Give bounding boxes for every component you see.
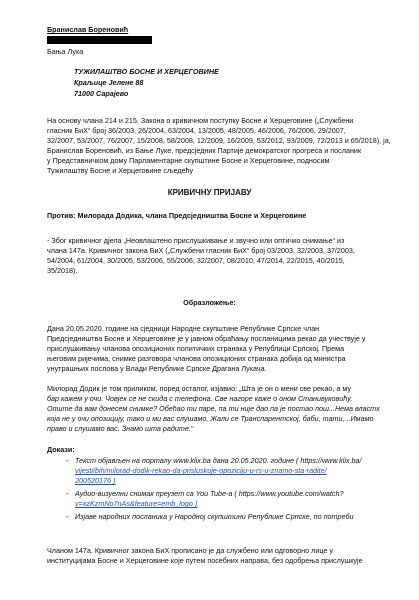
paragraph-line: бар кажем у очи. Човјек се не скида с телефона. Све нагоре каже о оном Станивуковићу. bbox=[47, 394, 353, 403]
sender-city: Бања Лука bbox=[47, 47, 84, 56]
paragraph-line: прислушкивању чланова опозиционих политичких странака у Републици Српској. Према bbox=[47, 344, 345, 353]
redaction-bar bbox=[47, 36, 152, 44]
document-heading: КРИВИЧНУ ПРИЈАВУ bbox=[167, 188, 252, 197]
charge-line: члана 147а. Кривичног закона БиХ („Службени гласник БиХ“ број 03/2003, 32/2003, 37/2003, bbox=[47, 246, 355, 255]
recipient-line-3: 71000 Сарајево bbox=[74, 89, 129, 98]
paragraph-line: Предсједништва Босне и Херцеговине је у јавном обраћању посланицима рекао да учествује у bbox=[47, 334, 366, 343]
against-line: Против: Милорада Додика, члана Предсједништва Босне и Херцеговине bbox=[47, 211, 307, 220]
intro-line: у Представничком дому Парламентарне скупштине Босне и Херцеговине, подносим bbox=[47, 156, 330, 165]
paragraph-line: Чланом 147а. Кривичног закона БиХ прописано је да службено или одговорно лице у bbox=[47, 546, 333, 555]
evidence-line: Изјаве народних посланика у Народној скупштини Републике Српске, по потреби bbox=[75, 512, 354, 521]
evidence-line: Аудио-визуелни снимак преузет са You Tube-a ( https://www.youtube.com/watch? bbox=[75, 489, 344, 498]
evidence-link[interactable]: vijesti/bih/milorad-dodik-rekao-da-prisluskuje-opoziciju-u-rs-u-znamo-sta-radite/ bbox=[75, 466, 327, 475]
evidence-link[interactable]: 200520176 ) bbox=[75, 476, 116, 485]
paragraph-line: његовим ријечима, снимке разговора чланова опозиционих странака добија од министра bbox=[47, 354, 346, 363]
intro-line: Бранислав Бореновић, из Бање Луке, предсједник Партије демократског прогреса и посланик bbox=[47, 146, 362, 155]
charge-line: 35/2018). bbox=[47, 266, 78, 275]
paragraph-line: институцијама Босне и Херцеговине које путем посебних направа, без одобрења прислушкује bbox=[47, 556, 363, 565]
intro-line: гласник БиХ“ број 36/2003, 26/2004, 63/2004, 13/2005, 48/2005, 46/2006, 76/2006, 29/2007, bbox=[47, 126, 346, 135]
bullet-dash: - bbox=[66, 456, 69, 465]
charge-line: - Због кривичног дјела „Неовлаштено прислушкивање и звучно или оптичко снимање“ из bbox=[47, 236, 345, 245]
evidence-line: Текст објављен на порталу www.klix.ba дана 20.05.2020. године ( https://www.klix.ba/ bbox=[75, 456, 362, 465]
evidence-link[interactable]: v=xzKzmNo7nAs&feature=emb_logo ) bbox=[75, 499, 198, 508]
bullet-dash: - bbox=[66, 512, 69, 521]
paragraph-line: Дана 20.05.2020. године на сједници Народне скупштине Републике Српске члан bbox=[47, 324, 320, 333]
paragraph-line: унутрашњих послова у Влади Републике Српске Драгана Лукача. bbox=[47, 364, 267, 373]
recipient-line-1: ТУЖИЛАШТВО БОСНЕ И ХЕРЦЕГОВИНЕ bbox=[74, 67, 219, 76]
recipient-line-2: Краљице Јелене 88 bbox=[74, 78, 144, 87]
intro-line: 32/2007, 53/2007, 76/2007, 15/2008, 58/2008, 12/2009, 16/2009, 53/2012, 93/2009, 72/2013 и 65/2018), ја, bbox=[47, 136, 391, 145]
charge-line: 54/2004, 61/2004, 30/2005, 53/2006, 55/2006, 32/2007, 08/2010, 47/2014, 22/2015, 40/2015, bbox=[47, 256, 345, 265]
sender-name: Бранислав Бореновић bbox=[47, 25, 129, 34]
evidence-title: Докази: bbox=[47, 445, 75, 454]
bullet-dash: - bbox=[66, 489, 69, 498]
intro-line: Тужилаштву Босне и Херцеговине сљедећу bbox=[47, 166, 194, 175]
intro-line: На основу члана 214 и 215. Закона о кривичном поступку Босне и Херцеговине („Службени bbox=[47, 116, 354, 125]
paragraph-line: Милорад Додик је том приликом, поред осталог, изјавио: „Шта је он о мени све рекао, а му bbox=[47, 384, 351, 393]
explanation-title: Образложење: bbox=[183, 298, 236, 307]
paragraph-line: која не у очи опозицију, тако и ми вас слушамо. Жали се Транспарентској, баби, тати,...Имамо bbox=[47, 414, 374, 423]
paragraph-line: Општe да вам донесем снимке? Обећао ти паре, па ти није дао па је постао пош...Нема властх bbox=[47, 404, 380, 413]
paragraph-line: право и слушамо вас. Знамо шта радите.“ bbox=[47, 424, 194, 433]
